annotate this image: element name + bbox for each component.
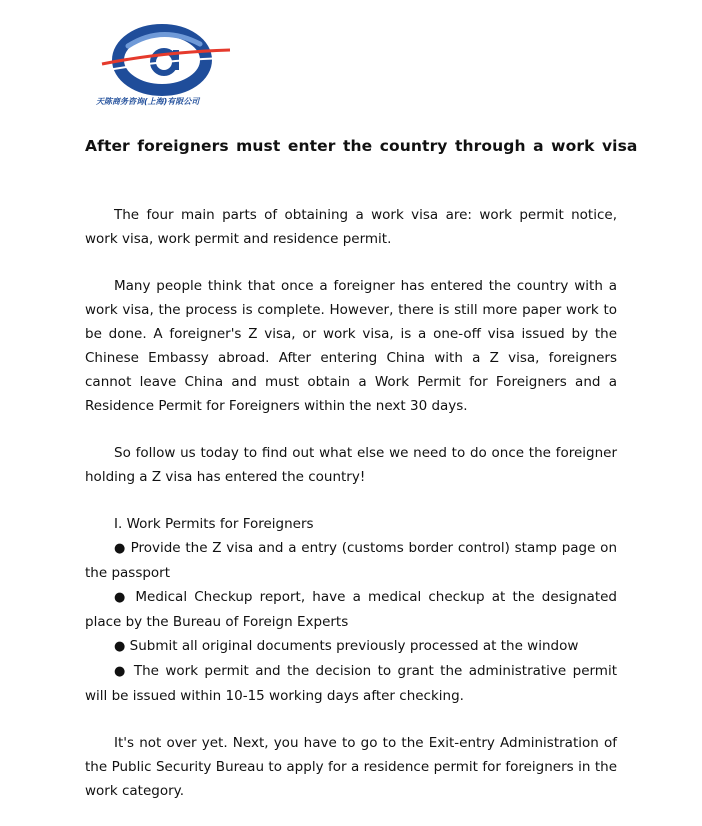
list-item: [85, 659, 617, 708]
logo-caption: 天陈商务咨询(上海)有限公司: [96, 97, 200, 106]
document-body: [85, 203, 617, 826]
list-item-text: Provide the Z visa and a entry (customs border control) stamp page on the passport: [85, 540, 618, 581]
document-title: After foreigners must enter the country through a work visa: [85, 137, 638, 155]
section-heading: I. Work Permits for Foreigners: [114, 516, 314, 532]
list-item-text: Medical Checkup report, have a medical checkup at the designated place by the Bureau of Foreign Experts: [85, 589, 617, 630]
bullet-icon: ●: [114, 590, 129, 605]
paragraph-follow-up: So follow us today to find out what else we need to do once the foreigner holding a Z visa has entered the country!: [85, 445, 617, 485]
list-item: [85, 634, 617, 659]
paragraph-closing: It's not over yet. Next, you have to go to the Exit-entry Administration of the Public Security Bureau to apply for a residence permit for foreigners in the work category.: [85, 735, 617, 799]
bullet-icon: ●: [114, 639, 126, 654]
paragraph-explanation: Many people think that once a foreigner has entered the country with a work visa, the process is complete. However, there is still more paper work to be done. A foreigner's Z visa, or work visa, is a one-off visa issued by the Chinese Embassy abroad. After entering China with a Z visa, foreigners cannot leave China and must obtain a Work Permit for Foreigners and a Residence Permit for Foreigners within the next 30 days.: [85, 278, 617, 414]
list-item: [85, 585, 617, 634]
list-item-text: The work permit and the decision to grant the administrative permit will be issued within 10-15 working days after checking.: [85, 663, 618, 704]
list-item: [85, 536, 617, 585]
paragraph-intro: The four main parts of obtaining a work visa are: work permit notice, work visa, work permit and residence permit.: [85, 207, 617, 247]
company-logo-icon: [92, 22, 242, 102]
bullet-icon: ●: [114, 541, 126, 556]
list-item-text: Submit all original documents previously processed at the window: [129, 638, 579, 654]
bullet-icon: ●: [114, 664, 128, 679]
